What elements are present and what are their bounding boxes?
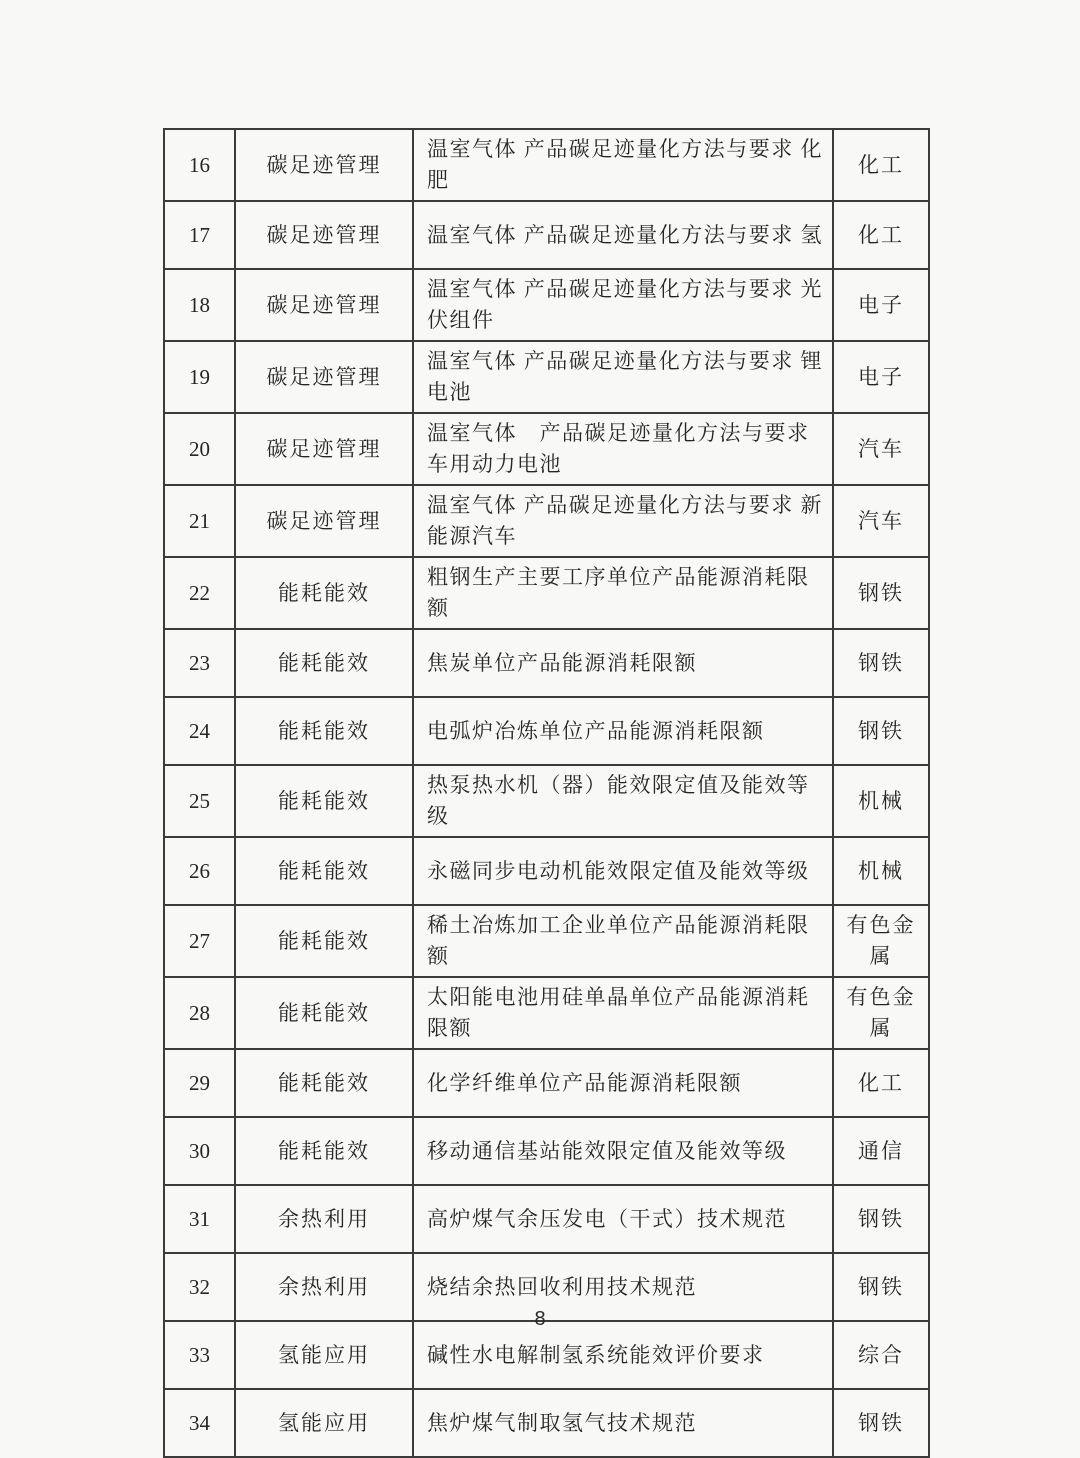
category-cell: 能耗能效 (235, 1049, 413, 1117)
table-row (164, 485, 929, 557)
standard-name-cell: 化学纤维单位产品能源消耗限额 (413, 1049, 833, 1117)
category-cell: 碳足迹管理 (235, 485, 413, 557)
table-row (164, 1389, 929, 1457)
standard-name-cell: 移动通信基站能效限定值及能效等级 (413, 1117, 833, 1185)
table-row (164, 1117, 929, 1185)
table-row (164, 413, 929, 485)
industry-cell: 通信 (833, 1117, 929, 1185)
table-row (164, 129, 929, 201)
row-number-cell: 17 (164, 201, 235, 269)
category-cell: 能耗能效 (235, 837, 413, 905)
row-number-cell: 34 (164, 1389, 235, 1457)
row-number-cell: 28 (164, 977, 235, 1049)
standards-table-body (164, 129, 929, 1457)
category-cell: 碳足迹管理 (235, 341, 413, 413)
category-cell: 能耗能效 (235, 1117, 413, 1185)
row-number-cell: 24 (164, 697, 235, 765)
standard-name-cell: 太阳能电池用硅单晶单位产品能源消耗限额 (413, 977, 833, 1049)
industry-cell: 钢铁 (833, 629, 929, 697)
category-cell: 氢能应用 (235, 1389, 413, 1457)
category-cell: 能耗能效 (235, 557, 413, 629)
row-number-cell: 33 (164, 1321, 235, 1389)
row-number-cell: 29 (164, 1049, 235, 1117)
standard-name-cell: 温室气体 产品碳足迹量化方法与要求 锂电池 (413, 341, 833, 413)
industry-cell: 有色金属 (833, 977, 929, 1049)
category-cell: 能耗能效 (235, 977, 413, 1049)
category-cell: 碳足迹管理 (235, 413, 413, 485)
standard-name-cell: 温室气体 产品碳足迹量化方法与要求 化肥 (413, 129, 833, 201)
standards-table (163, 128, 930, 1458)
industry-cell: 钢铁 (833, 557, 929, 629)
category-cell: 氢能应用 (235, 1321, 413, 1389)
category-cell: 碳足迹管理 (235, 129, 413, 201)
standard-name-cell: 温室气体 产品碳足迹量化方法与要求 车用动力电池 (413, 413, 833, 485)
category-cell: 碳足迹管理 (235, 269, 413, 341)
industry-cell: 化工 (833, 129, 929, 201)
row-number-cell: 25 (164, 765, 235, 837)
standard-name-cell: 电弧炉冶炼单位产品能源消耗限额 (413, 697, 833, 765)
standard-name-cell: 焦炉煤气制取氢气技术规范 (413, 1389, 833, 1457)
table-row (164, 977, 929, 1049)
row-number-cell: 22 (164, 557, 235, 629)
standard-name-cell: 温室气体 产品碳足迹量化方法与要求 新能源汽车 (413, 485, 833, 557)
industry-cell: 钢铁 (833, 697, 929, 765)
industry-cell: 电子 (833, 341, 929, 413)
table-row (164, 1321, 929, 1389)
category-cell: 余热利用 (235, 1253, 413, 1321)
table-row (164, 697, 929, 765)
category-cell: 余热利用 (235, 1185, 413, 1253)
category-cell: 能耗能效 (235, 629, 413, 697)
industry-cell: 汽车 (833, 485, 929, 557)
standard-name-cell: 温室气体 产品碳足迹量化方法与要求 光伏组件 (413, 269, 833, 341)
table-row (164, 629, 929, 697)
row-number-cell: 31 (164, 1185, 235, 1253)
table-row (164, 201, 929, 269)
table-row (164, 557, 929, 629)
row-number-cell: 18 (164, 269, 235, 341)
table-row (164, 269, 929, 341)
industry-cell: 机械 (833, 837, 929, 905)
row-number-cell: 20 (164, 413, 235, 485)
row-number-cell: 19 (164, 341, 235, 413)
row-number-cell: 27 (164, 905, 235, 977)
standard-name-cell: 永磁同步电动机能效限定值及能效等级 (413, 837, 833, 905)
category-cell: 能耗能效 (235, 697, 413, 765)
standard-name-cell: 碱性水电解制氢系统能效评价要求 (413, 1321, 833, 1389)
standard-name-cell: 稀土冶炼加工企业单位产品能源消耗限额 (413, 905, 833, 977)
row-number-cell: 23 (164, 629, 235, 697)
standard-name-cell: 温室气体 产品碳足迹量化方法与要求 氢 (413, 201, 833, 269)
table-row (164, 765, 929, 837)
table-row (164, 1049, 929, 1117)
table-row (164, 1185, 929, 1253)
row-number-cell: 26 (164, 837, 235, 905)
category-cell: 能耗能效 (235, 765, 413, 837)
standard-name-cell: 粗钢生产主要工序单位产品能源消耗限额 (413, 557, 833, 629)
industry-cell: 化工 (833, 201, 929, 269)
standard-name-cell: 高炉煤气余压发电（干式）技术规范 (413, 1185, 833, 1253)
row-number-cell: 21 (164, 485, 235, 557)
row-number-cell: 16 (164, 129, 235, 201)
industry-cell: 汽车 (833, 413, 929, 485)
table-row (164, 905, 929, 977)
page-number: 8 (534, 1308, 546, 1330)
table-row (164, 341, 929, 413)
category-cell: 能耗能效 (235, 905, 413, 977)
standard-name-cell: 烧结余热回收利用技术规范 (413, 1253, 833, 1321)
industry-cell: 钢铁 (833, 1253, 929, 1321)
standard-name-cell: 焦炭单位产品能源消耗限额 (413, 629, 833, 697)
industry-cell: 电子 (833, 269, 929, 341)
industry-cell: 综合 (833, 1321, 929, 1389)
industry-cell: 钢铁 (833, 1389, 929, 1457)
category-cell: 碳足迹管理 (235, 201, 413, 269)
row-number-cell: 30 (164, 1117, 235, 1185)
row-number-cell: 32 (164, 1253, 235, 1321)
standard-name-cell: 热泵热水机（器）能效限定值及能效等级 (413, 765, 833, 837)
industry-cell: 有色金属 (833, 905, 929, 977)
industry-cell: 钢铁 (833, 1185, 929, 1253)
industry-cell: 化工 (833, 1049, 929, 1117)
table-row (164, 837, 929, 905)
industry-cell: 机械 (833, 765, 929, 837)
